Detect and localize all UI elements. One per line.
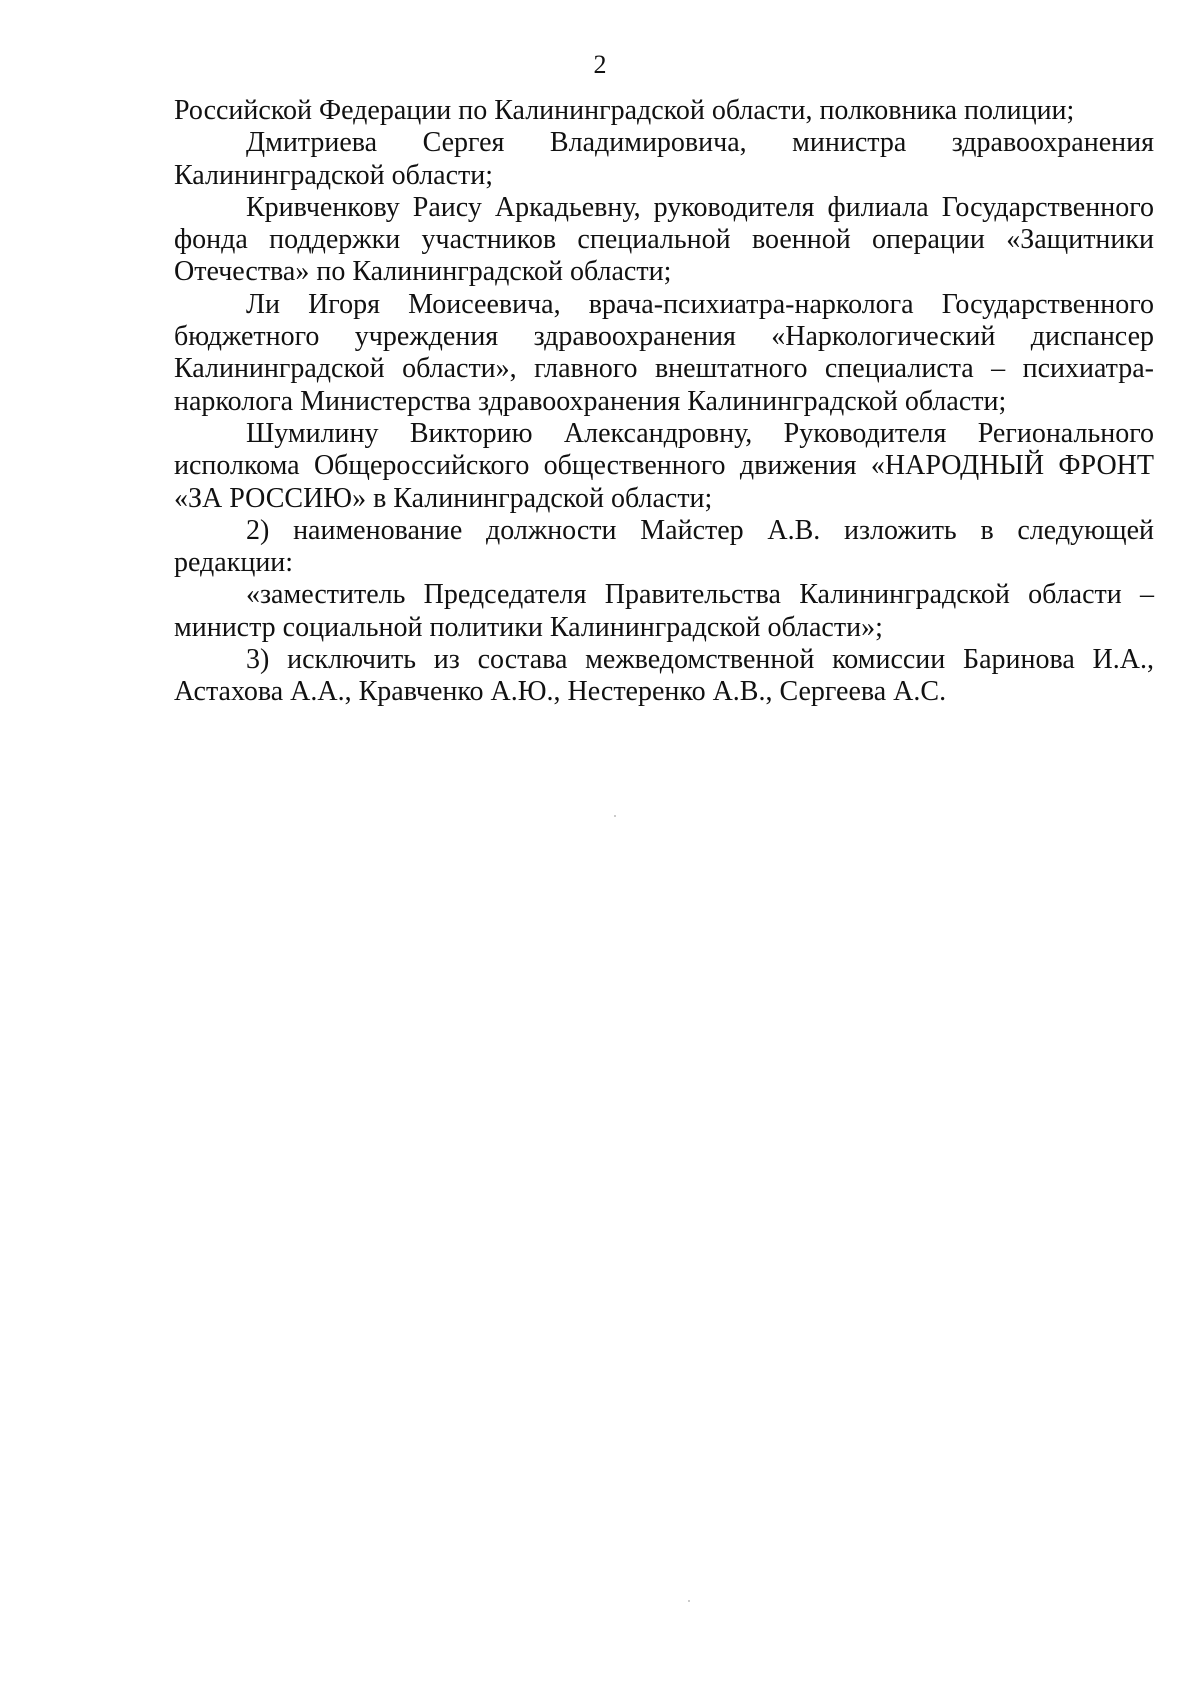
paragraph-member-krivchenkova: Кривченкову Раису Аркадьевну, руководителя филиала Государственного фонда поддержки участников специальной военной операции «Защитники Отечества» по Калининградской области;: [174, 191, 1154, 288]
document-body: [174, 95, 1154, 709]
paragraph-member-dmitriev: Дмитриева Сергея Владимировича, министра здравоохранения Калининградской области;: [174, 127, 1154, 191]
paragraph-item-3: 3) исключить из состава межведомственной комиссии Баринова И.А., Астахова А.А., Кравченко А.Ю., Нестеренко А.В., Сергеева А.С.: [174, 644, 1154, 708]
scan-speck: [614, 815, 616, 817]
paragraph-member-shumilina: Шумилину Викторию Александровну, Руководителя Регионального исполкома Общероссийского общественного движения «НАРОДНЫЙ ФРОНТ «ЗА РОССИЮ» в Калининградской области;: [174, 417, 1154, 514]
paragraph-continuation: Российской Федерации по Калининградской области, полковника полиции;: [174, 95, 1075, 126]
paragraph-new-title: «заместитель Председателя Правительства Калининградской области – министр социальной политики Калининградской области»;: [174, 579, 1154, 643]
scan-speck: [688, 1600, 690, 1602]
paragraph-member-li: Ли Игоря Моисеевича, врача-психиатра-нарколога Государственного бюджетного учреждения здравоохранения «Наркологический диспансер Калининградской области», главного внештатного специалиста – психиатра-нарколога Министерства здравоохранения Калининградской области;: [174, 288, 1154, 417]
page-number: 2: [593, 50, 607, 79]
paragraph-item-2: 2) наименование должности Майстер А.В. изложить в следующей редакции:: [174, 514, 1154, 579]
